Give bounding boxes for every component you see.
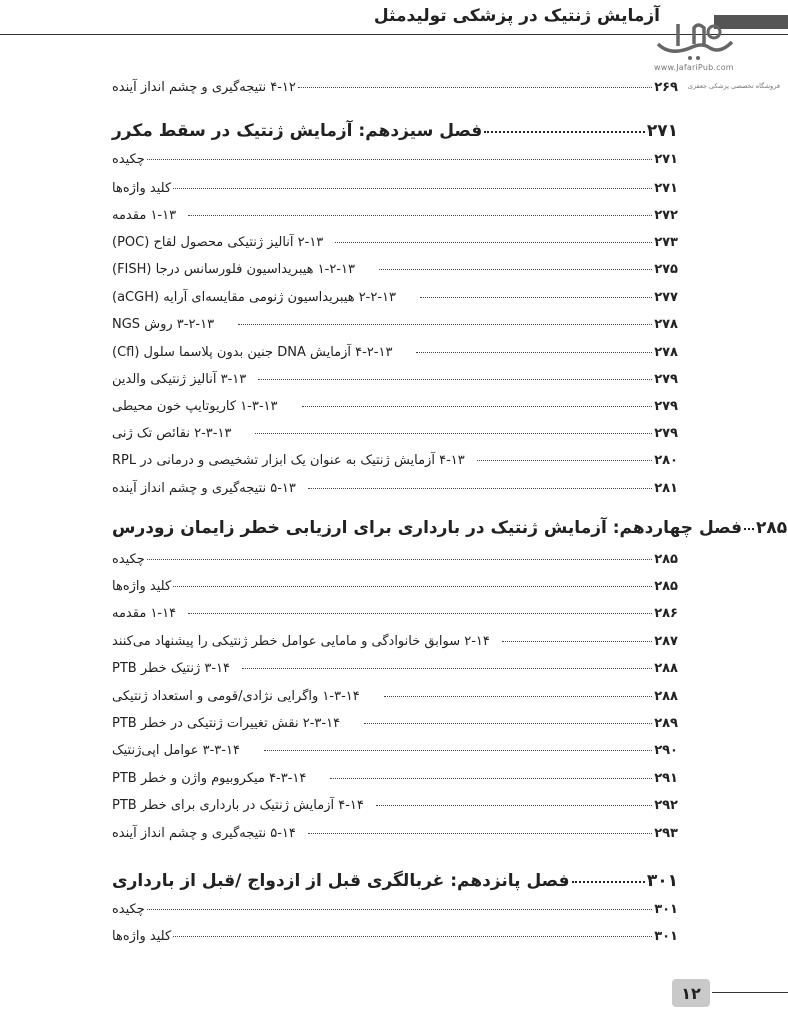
dot-leader (173, 586, 652, 587)
toc-entry-title: چکیده (112, 552, 145, 567)
toc-entry (112, 181, 678, 196)
toc-entry-title: ۵-۱۴ نتیجه‌گیری و چشم انداز آینده (112, 826, 296, 841)
toc-entry (112, 235, 678, 250)
dot-leader (330, 778, 652, 779)
dot-leader (298, 87, 652, 88)
toc-page-number: ۲۸۵ (756, 518, 788, 538)
toc-page-number: ۲۹۲ (654, 798, 678, 813)
dot-leader (264, 750, 652, 751)
toc-entry (112, 426, 678, 441)
toc-entry-title: کلید واژه‌ها (112, 579, 172, 594)
publisher-logo (650, 14, 740, 64)
toc-entry (112, 345, 678, 360)
toc-page-number: ۲۷۱ (654, 181, 678, 196)
dot-leader (238, 324, 652, 325)
toc-entry-title: ۴-۲-۱۳ آزمایش DNA جنین بدون پلاسما سلول (Cfl) (112, 345, 393, 360)
dot-leader (744, 528, 754, 530)
page-number-badge: ۱۲ (672, 979, 710, 1007)
toc-entry-title: ۵-۱۳ نتیجه‌گیری و چشم انداز آینده (112, 481, 296, 496)
toc-page-number: ۲۹۳ (654, 826, 678, 841)
dot-leader (484, 131, 645, 133)
toc-page-number: ۳۰۱ (654, 929, 678, 944)
toc-page-number: ۲۸۸ (654, 661, 678, 676)
chapter-heading (112, 121, 678, 141)
dot-leader (308, 833, 652, 834)
toc-page-number: ۲۷۷ (654, 290, 678, 305)
toc-entry (112, 290, 678, 305)
dot-leader (416, 352, 652, 353)
dot-leader (364, 723, 652, 724)
dot-leader (242, 668, 652, 669)
toc-entry-title: ۲-۲-۱۳ هیبریداسیون ژنومی مقایسه‌ای آرایه (aCGH) (112, 290, 397, 305)
toc-entry (112, 399, 678, 414)
chapter-title: فصل پانزدهم: غربالگری قبل از ازدواج /قبل از بارداری (112, 871, 570, 891)
dot-leader (308, 488, 652, 489)
toc-entry (112, 634, 678, 649)
chapter-title: فصل چهاردهم: آزمایش ژنتیک در بارداری برای ارزیابی خطر زایمان زودرس (112, 518, 743, 538)
toc-entry (112, 317, 678, 332)
chapter-heading (112, 871, 678, 891)
toc-entry (112, 902, 678, 917)
toc-entry-title: ۳-۳-۱۴ عوامل اپی‌ژنتیک (112, 743, 240, 758)
toc-entry-title: ۲-۳-۱۴ نقش تغییرات ژنتیکی در خطر PTB (112, 716, 341, 731)
toc-entry-title: ۲-۳-۱۳ نقائص تک ژنی (112, 426, 232, 441)
toc-entry-title: ۱-۱۳ مقدمه (112, 208, 177, 223)
running-header-title: آزمایش ژنتیک در پزشکی تولیدمثل (373, 6, 660, 26)
footer-rule (712, 992, 788, 993)
toc-entry (112, 826, 678, 841)
toc-page-number: ۳۰۱ (646, 871, 678, 891)
toc-entry-title: ۳-۱۳ آنالیز ژنتیکی والدین (112, 372, 247, 387)
dot-leader (173, 188, 652, 189)
toc-entry (112, 152, 678, 167)
dot-leader (188, 215, 652, 216)
toc-entry (112, 80, 678, 95)
toc-entry-title: ۱-۱۴ مقدمه (112, 606, 177, 621)
toc-page-number: ۲۷۸ (654, 317, 678, 332)
toc-entry (112, 743, 678, 758)
toc-entry (112, 552, 678, 567)
dot-leader (173, 936, 652, 937)
toc-entry (112, 606, 678, 621)
dot-leader (502, 641, 652, 642)
toc-entry (112, 481, 678, 496)
toc-entry (112, 798, 678, 813)
toc-entry-title: ۴-۱۲ نتیجه‌گیری و چشم انداز آینده (112, 80, 296, 95)
toc-page-number: ۲۸۸ (654, 689, 678, 704)
toc-entry (112, 661, 678, 676)
toc-entry (112, 716, 678, 731)
toc-entry-title: ۴-۱۴ آزمایش ژنتیک در بارداری برای خطر PTB (112, 798, 364, 813)
toc-entry (112, 929, 678, 944)
dot-leader (255, 433, 652, 434)
toc-entry-title: ۱-۳-۱۳ کاریوتایپ خون محیطی (112, 399, 278, 414)
toc-entry-title: چکیده (112, 152, 145, 167)
toc-page-number: ۲۷۱ (646, 121, 678, 141)
toc-page-number: ۲۸۷ (654, 634, 678, 649)
toc-entry (112, 262, 678, 277)
toc-page-number: ۲۷۹ (654, 426, 678, 441)
toc-page-number: ۲۸۰ (654, 453, 678, 468)
toc-entry-title: ۳-۱۴ ژنتیک خطر PTB (112, 661, 230, 676)
dot-leader (147, 159, 652, 160)
dot-leader (477, 460, 652, 461)
toc-entry-title: ۱-۳-۱۴ واگرایی نژادی/قومی و استعداد ژنتیکی (112, 689, 360, 704)
toc-page-number: ۲۸۵ (654, 552, 678, 567)
toc-page-number: ۲۷۹ (654, 372, 678, 387)
publisher-caption: فروشگاه تخصصی پزشکی جعفری (687, 82, 780, 90)
dot-leader (302, 406, 653, 407)
toc-entry (112, 771, 678, 786)
dot-leader (572, 881, 645, 883)
toc-entry (112, 453, 678, 468)
toc-page-number: ۲۷۲ (654, 208, 678, 223)
toc-page-number: ۲۷۱ (654, 152, 678, 167)
toc-entry (112, 579, 678, 594)
toc-entry-title: کلید واژه‌ها (112, 929, 172, 944)
publisher-url: www.JafariPub.com (654, 63, 734, 72)
dot-leader (188, 613, 652, 614)
toc-entry-title: ۳-۲-۱۳ روش NGS (112, 317, 215, 332)
dot-leader (376, 805, 652, 806)
dot-leader (147, 909, 652, 910)
toc-entry (112, 372, 678, 387)
toc-entry-title: ۱-۲-۱۳ هیبریداسیون فلورسانس درجا (FISH) (112, 262, 355, 277)
toc-page-number: ۲۷۳ (654, 235, 678, 250)
toc-entry-title: ۴-۳-۱۴ میکروبیوم واژن و خطر PTB (112, 771, 307, 786)
dot-leader (379, 269, 652, 270)
toc-entry (112, 208, 678, 223)
toc-page-number: ۲۷۸ (654, 345, 678, 360)
toc-page-number: ۲۹۱ (654, 771, 678, 786)
toc-entry-title: ۲-۱۴ سوابق خانوادگی و مامایی عوامل خطر ژنتیکی را پیشنهاد می‌کنند (112, 634, 490, 649)
dot-leader (384, 696, 652, 697)
dot-leader (420, 297, 652, 298)
dot-leader (258, 379, 652, 380)
toc-entry-title: چکیده (112, 902, 145, 917)
toc-page-number: ۲۹۰ (654, 743, 678, 758)
dot-leader (335, 242, 652, 243)
toc-page-number: ۲۸۱ (654, 481, 678, 496)
toc-page-number: ۳۰۱ (654, 902, 678, 917)
chapter-title: فصل سیزدهم: آزمایش ژنتیک در سقط مکرر (112, 121, 483, 141)
dot-leader (147, 559, 652, 560)
toc-page-number: ۲۸۹ (654, 716, 678, 731)
toc-page-number: ۲۶۹ (654, 80, 678, 95)
toc-page-number: ۲۸۶ (654, 606, 678, 621)
toc-entry-title: ۴-۱۳ آزمایش ژنتیک به عنوان یک ابزار تشخیصی و درمانی در RPL (112, 453, 465, 468)
toc-entry-title: ۲-۱۳ آنالیز ژنتیکی محصول لقاح (POC) (112, 235, 324, 250)
toc-entry-title: کلید واژه‌ها (112, 181, 172, 196)
toc-page-number: ۲۷۹ (654, 399, 678, 414)
toc-page-number: ۲۸۵ (654, 579, 678, 594)
toc-page-number: ۲۷۵ (654, 262, 678, 277)
toc-entry (112, 689, 678, 704)
chapter-heading (112, 518, 788, 538)
